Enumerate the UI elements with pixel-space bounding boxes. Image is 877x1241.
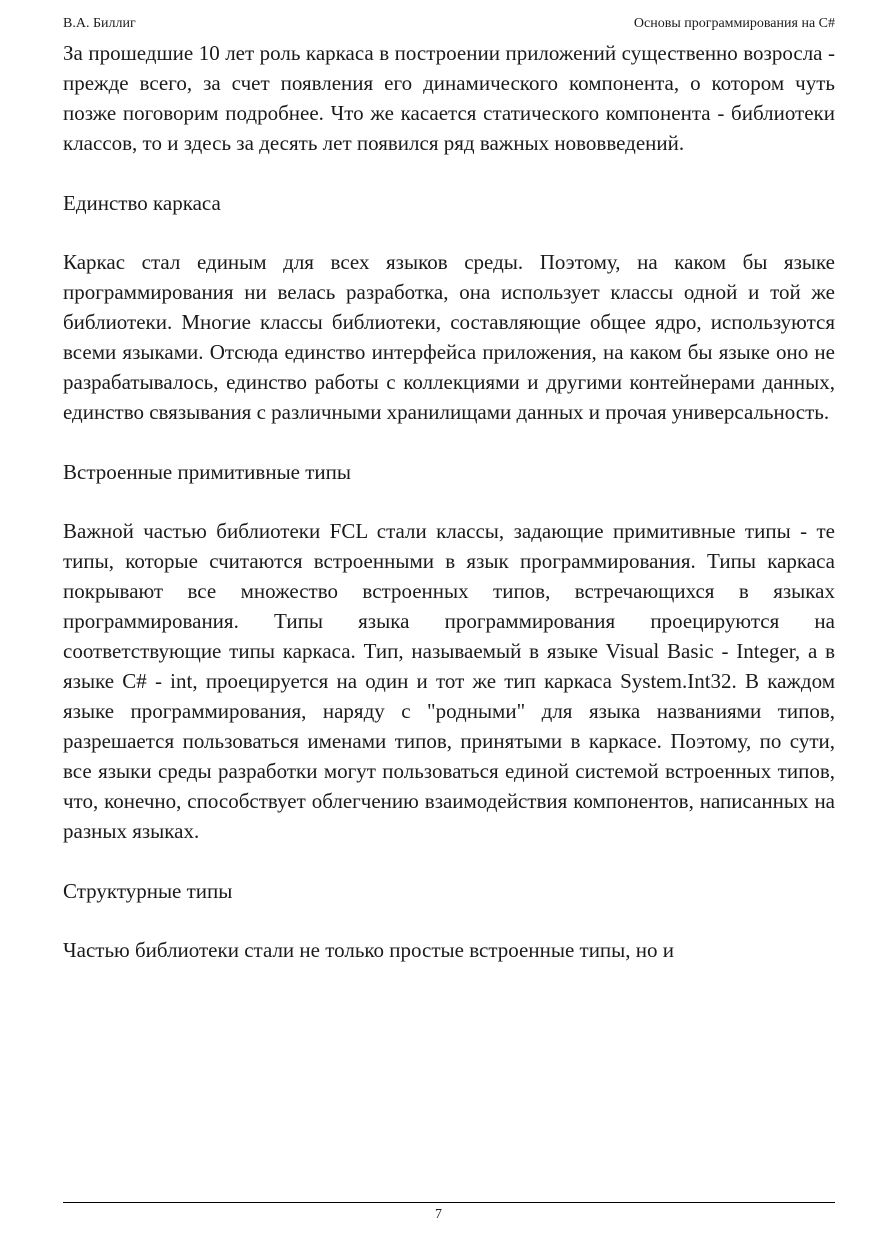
header-author: В.А. Биллиг xyxy=(63,16,136,31)
intro-paragraph: За прошедшие 10 лет роль каркаса в построении приложений существенно возросла - прежде всего, за счет появления его динамического компонента, о котором чуть позже поговорим подробнее. Что же касается статического компонента - библиотеки классов, то и здесь за десять лет появился ряд важных нововведений. xyxy=(63,41,835,155)
section-paragraph-struct-types: Частью библиотеки стали не только простые встроенные типы, но и xyxy=(63,938,675,962)
section-heading-unity: Единство каркаса xyxy=(63,191,221,215)
section-heading-primitive-types: Встроенные примитивные типы xyxy=(63,460,352,484)
footer-rule xyxy=(63,1202,835,1203)
page-number: 7 xyxy=(435,1207,442,1222)
header-book-title: Основы программирования на C# xyxy=(633,16,835,31)
section-paragraph-unity: Каркас стал единым для всех языков среды. Поэтому, на каком бы языке программирования ни велась разработка, она использует классы одной и той же библиотеки. Многие классы библиотеки, составляющие общее ядро, используются всеми языками. Отсюда единство интерфейса приложения, на каком бы языке оно не разрабатывалось, единство работы с коллекциями и другими контейнерами данных, единство связывания с различными хранилищами данных и прочая универсальность. xyxy=(63,250,835,424)
page-content xyxy=(63,38,835,965)
section-paragraph-primitive-types: Важной частью библиотеки FCL стали классы, задающие примитивные типы - те типы, которые считаются встроенными в язык программирования. Типы каркаса покрывают все множество встроенных типов, встречающихся в языках программирования. Типы языка программирования проецируются на соответствующие типы каркаса. Тип, называемый в языке Visual Basic - Integer, а в языке C# - int, проецируется на один и тот же тип каркаса System.Int32. В каждом языке программирования, наряду с "родными" для языка названиями типов, разрешается пользоваться именами типов, принятыми в каркасе. Поэтому, по сути, все языки среды разработки могут пользоваться единой системой встроенных типов, что, конечно, способствует облегчению взаимодействия компонентов, написанных на разных языках. xyxy=(63,519,835,843)
running-header xyxy=(63,14,835,34)
section-heading-struct-types: Структурные типы xyxy=(63,879,233,903)
